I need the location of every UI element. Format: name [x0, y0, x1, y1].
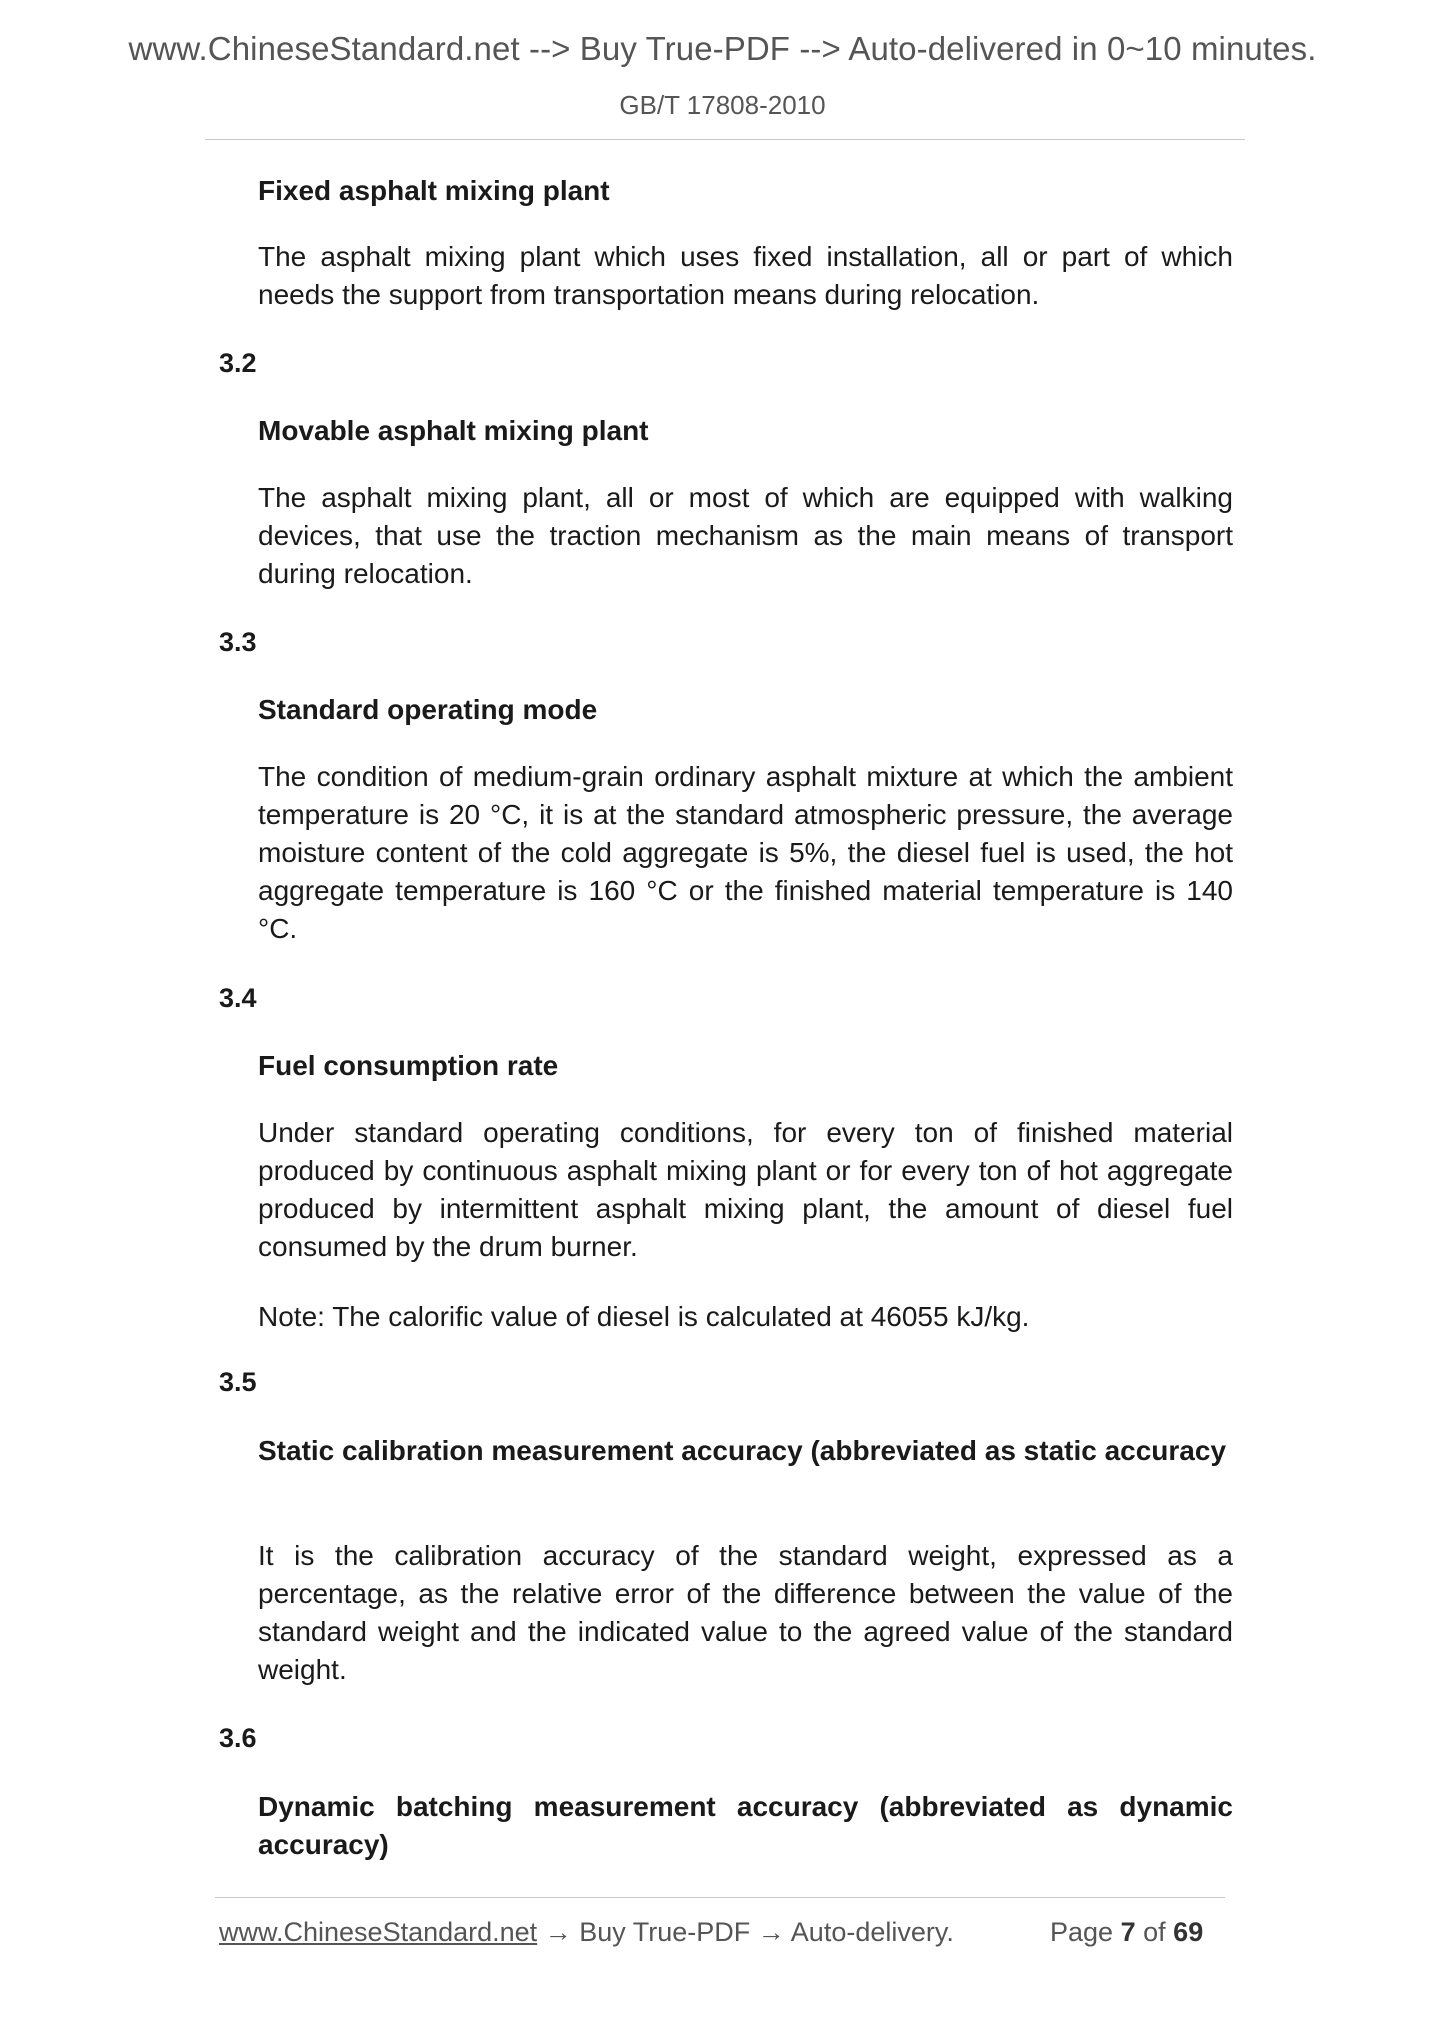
term-definition: The asphalt mixing plant which uses fixed installation, all or part of which needs the support from transportation means during relocation. — [258, 241, 1233, 310]
clause-number: 3.5 — [219, 1367, 257, 1397]
page-current: 7 — [1120, 1917, 1136, 1947]
term-title: Dynamic batching measurement accuracy (abbreviated as dynamic accuracy) — [258, 1791, 1233, 1860]
footer-delivery-text: Auto-delivery. — [790, 1917, 954, 1947]
term-title: Fuel consumption rate — [258, 1050, 559, 1081]
arrow-icon: → — [757, 1917, 785, 1947]
term-definition: The asphalt mixing plant, all or most of which are equipped with walking devices, that use the traction mechanism as the main means of transport during relocation. — [258, 482, 1233, 589]
header-divider — [205, 139, 1245, 140]
header-banner: www.ChineseStandard.net --> Buy True-PDF --> Auto-delivered in 0~10 minutes. — [128, 30, 1317, 67]
term-definition: The condition of medium-grain ordinary asphalt mixture at which the ambient temperature is 20 °C, it is at the standard atmospheric pressure, the average moisture content of the cold aggregate is 5%, the diesel fuel is used, the hot aggregate temperature is 160 °C or the finished material temperature is 140 °C. — [258, 761, 1233, 944]
footer-site-link[interactable]: www.ChineseStandard.net — [219, 1917, 538, 1947]
page-total: 69 — [1173, 1917, 1204, 1947]
term-title: Standard operating mode — [258, 694, 598, 725]
term-definition: Under standard operating conditions, for every ton of finished material produced by continuous asphalt mixing plant or for every ton of hot aggregate produced by intermittent asphalt mixing plant, the amount of diesel fuel consumed by the drum burner. — [258, 1117, 1233, 1262]
footer-buy-text: Buy True-PDF — [579, 1917, 751, 1947]
footer-divider — [215, 1897, 1225, 1898]
clause-number: 3.6 — [219, 1723, 257, 1753]
clause-number: 3.2 — [219, 348, 257, 378]
footer-promo — [219, 1917, 954, 1948]
term-title: Fixed asphalt mixing plant — [258, 175, 610, 206]
term-definition: It is the calibration accuracy of the standard weight, expressed as a percentage, as the relative error of the difference between the value of the standard weight and the indicated value to the agreed value of the standard weight. — [258, 1540, 1233, 1685]
page-counter — [1050, 1917, 1203, 1948]
standard-code: GB/T 17808-2010 — [619, 90, 826, 120]
term-title: Static calibration measurement accuracy (abbreviated as static accuracy — [258, 1435, 1227, 1466]
clause-number: 3.4 — [219, 983, 257, 1013]
arrow-icon: → — [544, 1917, 572, 1947]
term-title: Movable asphalt mixing plant — [258, 415, 649, 446]
term-note: Note: The calorific value of diesel is calculated at 46055 kJ/kg. — [258, 1301, 1030, 1332]
page-label: Page — [1050, 1917, 1114, 1947]
clause-number: 3.3 — [219, 627, 257, 657]
page-of: of — [1143, 1917, 1166, 1947]
